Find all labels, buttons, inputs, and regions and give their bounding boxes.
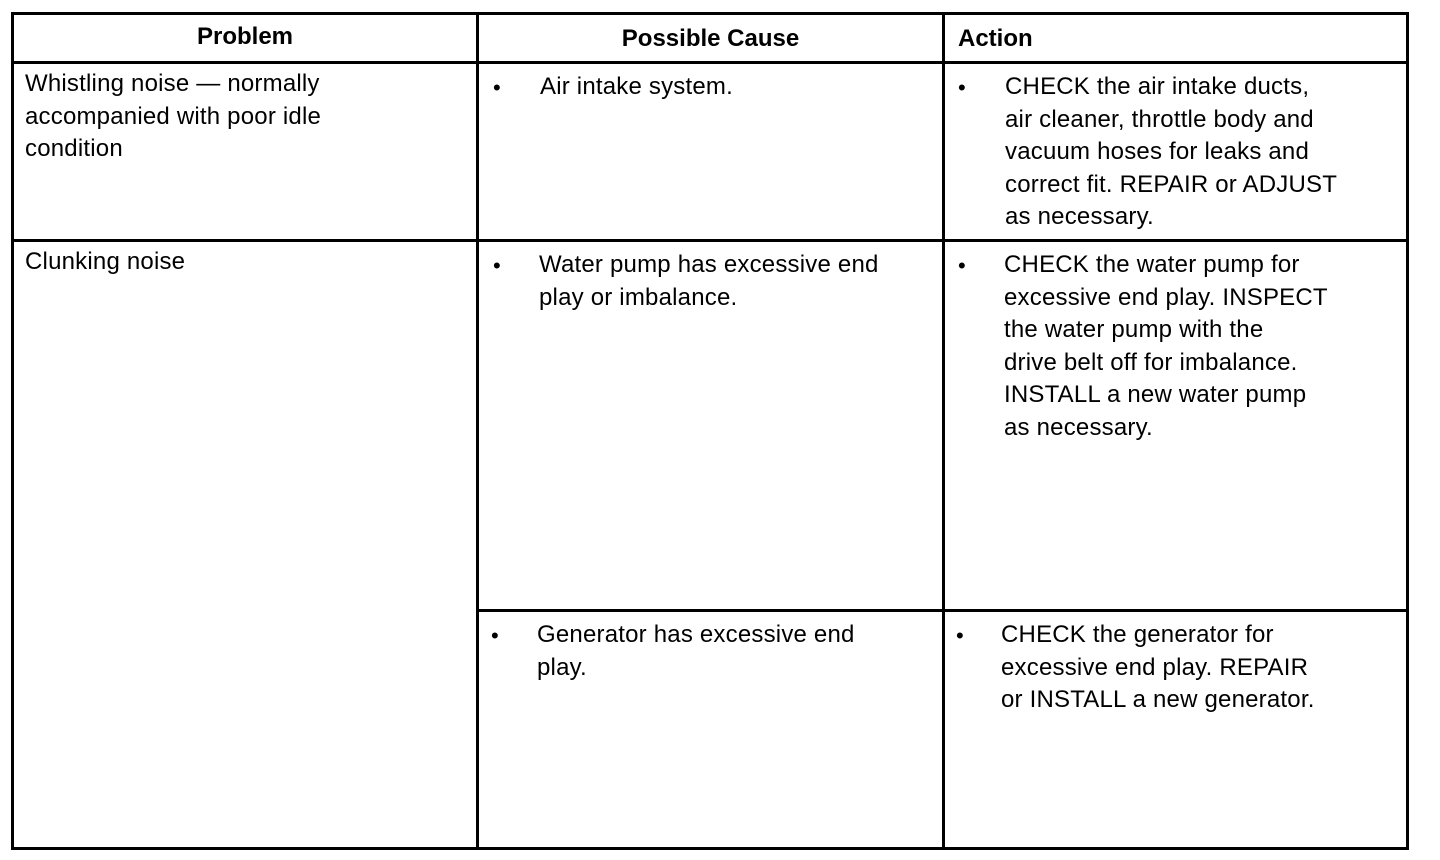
header-problem: Problem [196,23,294,50]
action-cell: CHECK the water pump for excessive end play. INSPECT the water pump with the drive belt off for imbalance. INSTALL a new water pump as necessary. [1004,251,1328,441]
problem-cell: Clunking noise [25,248,186,275]
bullet-icon: • [493,253,501,278]
row-divider-2 [476,609,1406,612]
column-divider-1 [476,15,479,847]
cause-cell: Water pump has excessive end play or imbalance. [539,251,879,311]
bullet-icon: • [493,75,501,100]
header-cause: Possible Cause [621,25,800,52]
row-divider-1 [14,239,1406,242]
action-cell: CHECK the generator for excessive end play. REPAIR or INSTALL a new generator. [1001,621,1315,713]
bullet-icon: • [956,623,964,648]
bullet-icon: • [958,75,966,100]
bullet-icon: • [491,623,499,648]
problem-cell: Whistling noise — normally accompanied with poor idle condition [25,70,322,162]
column-divider-2 [942,15,945,847]
action-cell: CHECK the air intake ducts, air cleaner, throttle body and vacuum hoses for leaks and correct fit. REPAIR or ADJUST as necessary. [1005,73,1338,230]
troubleshooting-table [11,12,1409,850]
cause-cell: Air intake system. [540,73,733,100]
bullet-icon: • [958,253,966,278]
cause-cell: Generator has excessive end play. [537,621,855,681]
header-action: Action [958,25,1033,52]
header-divider [14,61,1406,64]
